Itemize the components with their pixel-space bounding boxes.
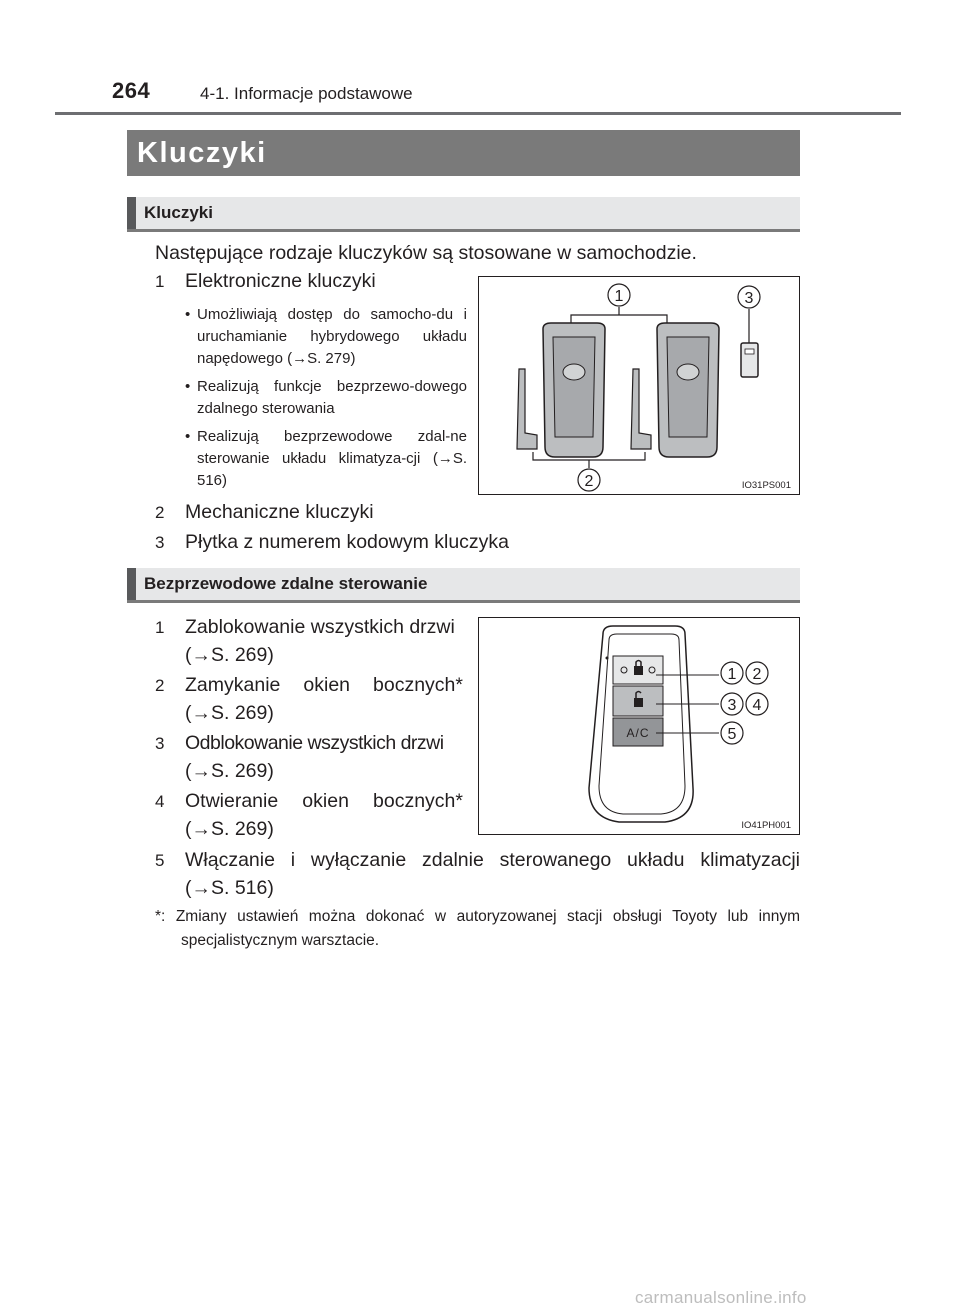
item-number: 5 [155, 851, 165, 870]
item-number: 2 [155, 503, 165, 522]
item-climate-control: Włączanie i wyłączanie zdalnie sterowanego układu klimatyzacji [185, 849, 800, 871]
figure-code: IO31PS001 [741, 480, 791, 491]
item-ref: (→S. 269) [185, 818, 274, 840]
item-mechanical-keys: Mechaniczne kluczyki [185, 501, 374, 523]
item-electronic-keys: Elektroniczne kluczyki [185, 270, 376, 292]
remote-figure [478, 617, 800, 835]
callout-2: 2 [752, 666, 762, 683]
bullet-wireless: • Realizują funkcje bezprzewo-dowego zdalnego sterowania [185, 376, 467, 420]
item-ref: (→S. 269) [185, 702, 274, 724]
header-rule [55, 112, 901, 115]
footnote [155, 905, 800, 953]
item-ref: (→S. 269) [185, 760, 274, 782]
footer-watermark: carmanualsonline.info [635, 1288, 807, 1307]
section-heading-kluczyki [127, 197, 800, 232]
keys-illustration [479, 277, 798, 493]
callout-3: 3 [727, 697, 737, 714]
item-close-windows: Zamykanie okien bocznych* [185, 674, 463, 696]
item-code-plate: Płytka z numerem kodowym kluczyka [185, 531, 510, 553]
item-open-windows: Otwieranie okien bocznych* [185, 790, 463, 812]
page-title-bar [127, 130, 800, 176]
callout-2: 2 [584, 473, 594, 490]
item-lock-all: Zablokowanie wszystkich drzwi [185, 616, 455, 638]
footnote-text: *: Zmiany ustawień można dokonać w autoryzowanej stacji obsługi Toyoty lub innym specjalistycznym warsztacie. [155, 908, 800, 949]
callout-4: 4 [752, 697, 762, 714]
section-heading-text: Kluczyki [144, 203, 213, 222]
ac-button-label: A/C [626, 726, 650, 740]
item-number: 1 [155, 618, 165, 637]
page-number: 264 [112, 78, 151, 103]
bullet-text: Realizują bezprzewodowe zdal-ne sterowanie układu klimatyza-cji (→S. 516) [197, 428, 467, 489]
item-number: 3 [155, 533, 165, 552]
item-number: 2 [155, 676, 165, 695]
remote-illustration [479, 618, 798, 833]
intro-text: Następujące rodzaje kluczyków są stosowane w samochodzie. [155, 242, 697, 264]
bullet-access: • Umożliwiają dostęp do samocho-du i uruchamianie hybrydowego układu napędowego (→S. 279) [185, 304, 467, 370]
callout-1: 1 [614, 288, 624, 305]
item-unlock-all: Odblokowanie wszystkich drzwi [185, 732, 444, 754]
chapter-title: 4-1. Informacje podstawowe [200, 84, 413, 103]
section-heading-remote [127, 568, 800, 603]
keys-figure [478, 276, 800, 495]
item-ref: (→S. 516) [185, 877, 274, 899]
callout-5: 5 [727, 726, 737, 743]
figure-code: IO41PH001 [741, 820, 791, 831]
callout-3: 3 [744, 290, 754, 307]
callout-1: 1 [727, 666, 737, 683]
page-title: Kluczyki [137, 137, 267, 169]
item-ref: (→S. 269) [185, 644, 274, 666]
item-number: 1 [155, 272, 165, 291]
bullet-climate: • Realizują bezprzewodowe zdal-ne sterowanie układu klimatyza-cji (→S. 516) [185, 426, 467, 492]
bullet-text: Realizują funkcje bezprzewo-dowego zdalnego sterowania [197, 378, 467, 417]
item-number: 3 [155, 734, 165, 753]
item-number: 4 [155, 792, 165, 811]
bullet-text: Umożliwiają dostęp do samocho-du i uruchamianie hybrydowego układu napędowego (→S. 279) [197, 306, 467, 367]
section-heading-text: Bezprzewodowe zdalne sterowanie [144, 574, 428, 593]
